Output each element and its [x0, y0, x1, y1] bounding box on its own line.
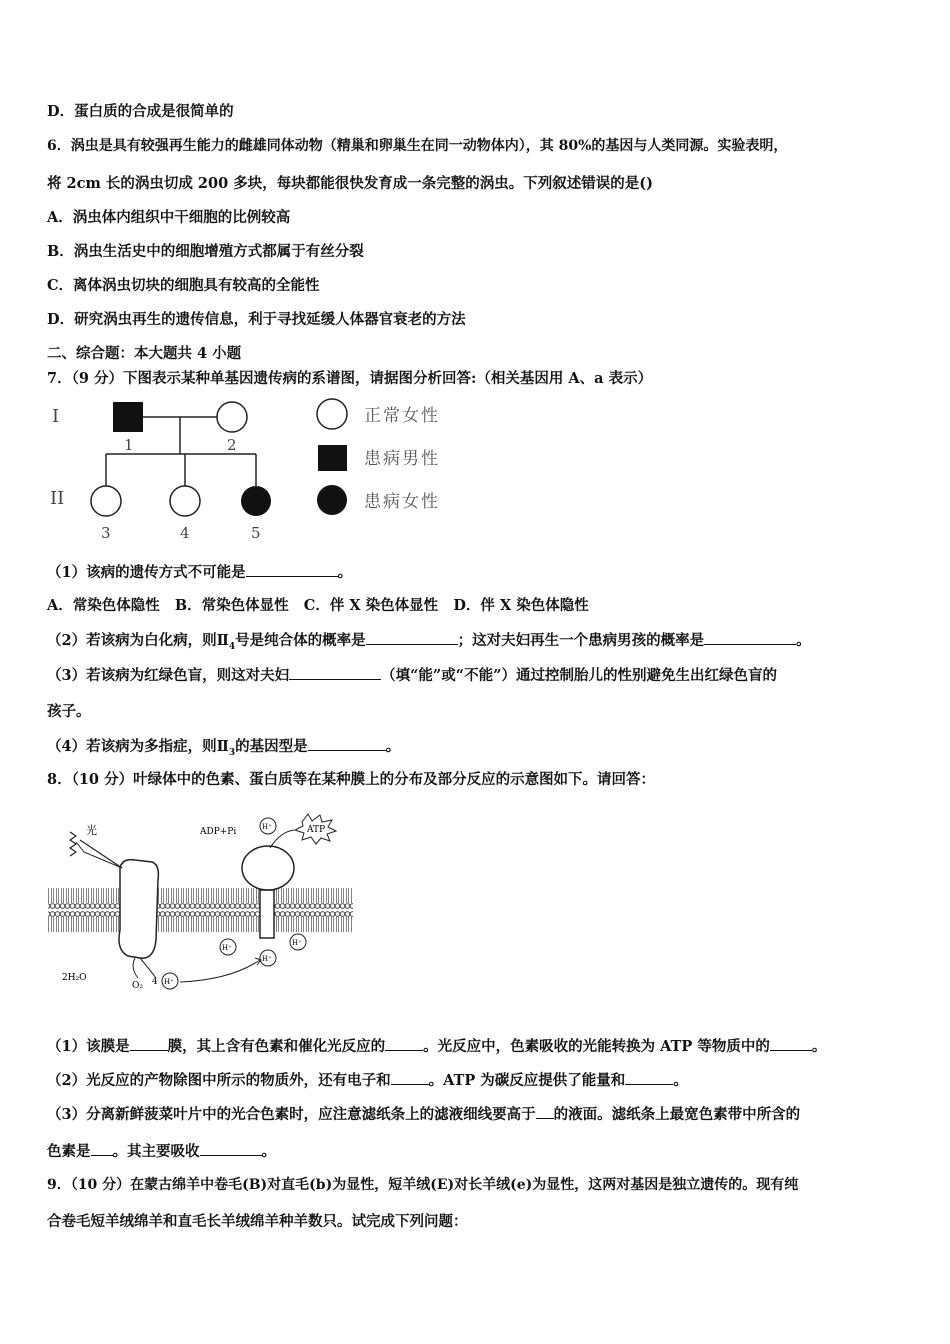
q8-part3-cont: 色素是 。其主要吸收 。	[47, 1143, 276, 1160]
normal-female-2	[217, 402, 247, 432]
legend-normal-female-icon	[317, 399, 347, 429]
legend-normal-female: 正常女性	[364, 406, 440, 426]
atp-synthase-stalk	[260, 890, 274, 938]
h-plus-low: H⁺	[262, 955, 272, 963]
adp-label: ADP+Pi	[200, 827, 237, 837]
atp-label: ATP	[307, 825, 326, 835]
legend-affected-male: 患病男性	[364, 449, 440, 469]
q7-stem: 7．（9 分）下图表示某种单基因遗传病的系谱图，请据图分析回答:（相关基因用 A、a 表示）	[47, 370, 653, 387]
atp-arrow	[270, 830, 294, 848]
normal-female-4	[170, 486, 200, 516]
photosystem-protein	[119, 860, 158, 959]
section2-title: 二、综合题：本大题共 4 小题	[47, 345, 242, 362]
q5-option-d: D．蛋白质的合成是很简单的	[47, 103, 234, 120]
light-arrow-icon	[70, 832, 122, 868]
o2-label: O₂	[132, 981, 143, 991]
q6-stem-line1: 6．涡虫是具有较强再生能力的雌雄同体动物（精巢和卵巢生在同一动物体内），其 80%的基因与人类同源。实验表明，	[47, 138, 788, 154]
thylakoid-membrane-diagram	[40, 810, 360, 1000]
lipid-bilayer	[48, 882, 353, 934]
h-plus-top: H⁺	[262, 823, 272, 831]
legend-affected-female-icon	[317, 485, 347, 515]
q6-option-a: A．涡虫体内组织中干细胞的比例较高	[47, 209, 291, 226]
q7-part1-options: A．常染色体隐性 B．常染色体显性 C．伴 X 染色体显性 D．伴 X 染色体隐性	[47, 597, 589, 614]
label-3: 3	[101, 524, 111, 542]
q6-option-d: D．研究涡虫再生的遗传信息，利于寻找延缓人体器官衰老的方法	[47, 311, 466, 328]
label-1: 1	[124, 436, 134, 454]
q7-part3: （3）若该病为红绿色盲，则这对夫妇 （填“能”或“不能”）通过控制胎儿的性别避免生出红绿色盲的	[47, 667, 777, 684]
q7-part4: （4）若该病为多指症，则$Ⅱ_3$的基因型是 。	[47, 738, 401, 758]
pedigree-chart	[40, 392, 470, 547]
normal-female-3	[91, 486, 121, 516]
legend-affected-female: 患病女性	[364, 492, 440, 512]
q9-stem-line1: 9．（10 分）在蒙古绵羊中卷毛(B)对直毛(b)为显性，短羊绒(E)对长羊绒(e)为显性，这两对基因是独立遗传的。现有纯	[47, 1177, 799, 1193]
q6-option-c: C．离体涡虫切块的细胞具有较高的全能性	[47, 277, 320, 294]
water-split-arrow	[133, 958, 156, 978]
q8-part1: （1）该膜是 膜，其上含有色素和催化光反应的 。光反应中，色素吸收的光能转换为 ATP 等物质中的 。	[47, 1038, 827, 1055]
affected-female-5	[241, 486, 271, 516]
label-4: 4	[180, 524, 190, 542]
h-plus-mid1: H⁺	[222, 944, 232, 952]
legend-affected-male-icon	[318, 445, 347, 471]
q6-stem-line2: 将 2cm 长的涡虫切成 200 多块，每块都能很快发育成一条完整的涡虫。下列叙述错误的是()	[47, 175, 653, 192]
q7-part3-cont: 孩子。	[47, 703, 91, 720]
label-5: 5	[251, 524, 261, 542]
water-label: 2H₂O	[62, 973, 87, 983]
atp-synthase-head	[242, 846, 294, 890]
label-2: 2	[227, 436, 237, 454]
q8-part2: （2）光反应的产物除图中所示的物质外，还有电子和 。ATP 为碳反应提供了能量和 。	[47, 1072, 688, 1089]
h-plus-mid2: H⁺	[292, 939, 302, 947]
proton-arrow	[180, 960, 260, 982]
q7-part1: （1）该病的遗传方式不可能是 。	[47, 564, 353, 581]
generation-label-1: I	[52, 406, 60, 427]
light-label: 光	[86, 824, 97, 837]
h-plus-bottom: H⁺	[164, 978, 174, 986]
q9-stem-line2: 合卷毛短羊绒绵羊和直毛长羊绒绵羊种羊数只。试完成下列问题：	[47, 1213, 468, 1230]
q8-stem: 8．（10 分）叶绿体中的色素、蛋白质等在某种膜上的分布及部分反应的示意图如下。请回答：	[47, 771, 656, 788]
four-label: 4	[152, 977, 158, 987]
affected-male-1	[113, 402, 143, 432]
q6-option-b: B．涡虫生活史中的细胞增殖方式都属于有丝分裂	[47, 243, 364, 260]
generation-label-2: II	[50, 488, 65, 509]
q7-part2: （2）若该病为白化病，则$Ⅱ_4$号是纯合体的概率是 ；这对夫妇再生一个患病男孩的概率是 。	[47, 632, 811, 652]
q8-part3: （3）分离新鲜菠菜叶片中的光合色素时，应注意滤纸条上的滤液细线要高于 的液面。滤纸条上最宽色素带中所含的	[47, 1106, 801, 1123]
